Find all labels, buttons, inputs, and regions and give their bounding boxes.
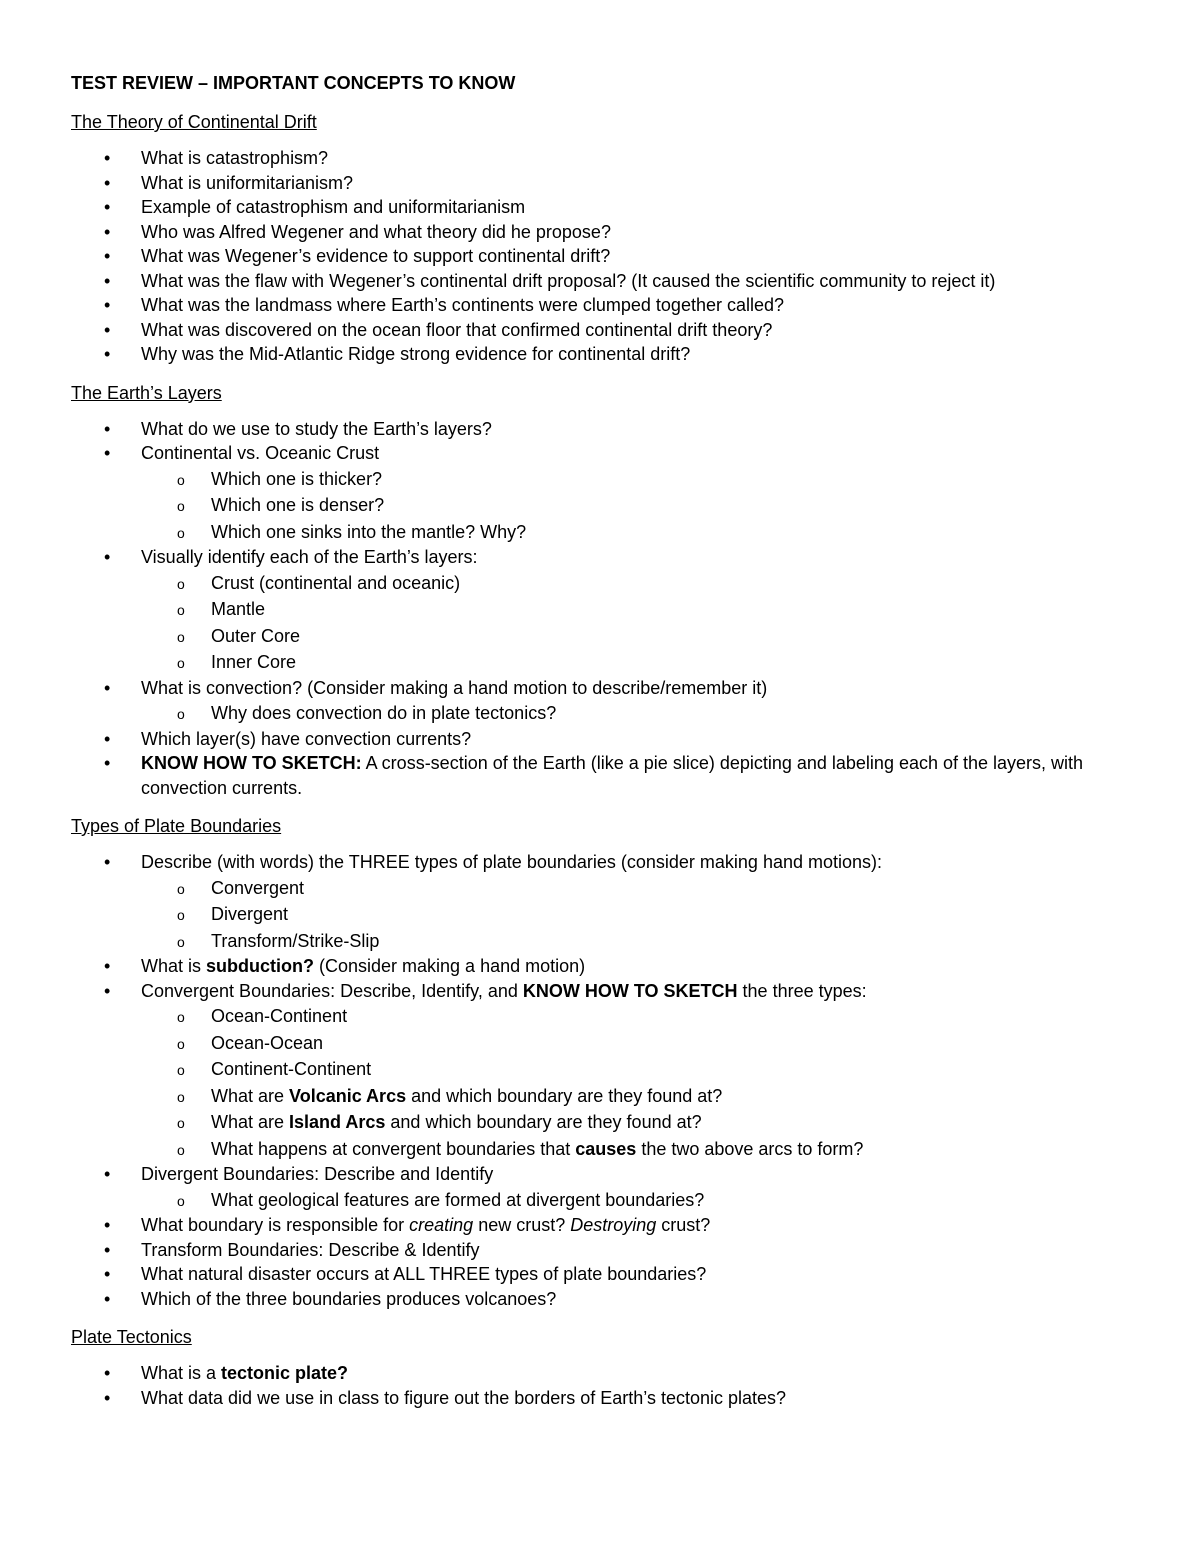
sub-list-item bbox=[71, 1003, 1151, 1030]
sub-bullet-icon: o bbox=[177, 880, 185, 897]
list-item bbox=[71, 954, 1151, 979]
item-text: What natural disaster occurs at ALL THREE types of plate boundaries? bbox=[141, 1264, 707, 1284]
item-text: Why does convection do in plate tectonics? bbox=[211, 703, 557, 723]
sub-list bbox=[141, 570, 1151, 676]
item-text: Mantle bbox=[211, 599, 266, 619]
bullet-icon: • bbox=[104, 980, 111, 1001]
list-item bbox=[71, 269, 1151, 294]
sub-list-item bbox=[71, 1056, 1151, 1083]
sub-list-item bbox=[71, 901, 1151, 928]
item-text: Which one is thicker? bbox=[211, 468, 383, 489]
sub-list-item bbox=[71, 570, 1151, 597]
list-item bbox=[71, 676, 1151, 727]
sub-bullet-icon: o bbox=[177, 602, 185, 618]
item-text: crust? bbox=[656, 1215, 711, 1235]
bullet-icon: • bbox=[104, 246, 111, 266]
list-item bbox=[71, 1386, 1151, 1411]
item-text: What do we use to study the Earth’s layers? bbox=[141, 418, 492, 439]
item-text: What was Wegener’s evidence to support continental drift? bbox=[141, 246, 611, 266]
item-text: Which one sinks into the mantle? Why? bbox=[211, 521, 527, 542]
sub-list-item bbox=[71, 700, 1151, 727]
sub-bullet-icon: o bbox=[177, 1009, 185, 1025]
sub-list-item bbox=[71, 623, 1151, 650]
item-text: Ocean-Continent bbox=[211, 1006, 348, 1026]
item-text-part: and which boundary are they found at? bbox=[406, 1085, 723, 1106]
bullet-icon: • bbox=[104, 270, 111, 291]
item-emphasis: causes bbox=[575, 1138, 637, 1159]
item-text: Visually identify each of the Earth’s layers: bbox=[141, 547, 478, 567]
section-plate-tectonics bbox=[71, 1325, 1151, 1410]
item-text: Inner Core bbox=[211, 652, 297, 672]
list-item bbox=[71, 751, 1151, 800]
item-text: Convergent Boundaries: Describe, Identify, and bbox=[141, 980, 523, 1001]
list-item bbox=[71, 146, 1151, 171]
sub-list-item bbox=[71, 466, 1151, 493]
sub-list-item bbox=[71, 1136, 1151, 1163]
bullet-icon: • bbox=[104, 677, 111, 698]
bullet-list bbox=[71, 850, 1151, 1311]
list-item bbox=[71, 195, 1151, 220]
item-emphasis: KNOW HOW TO SKETCH bbox=[522, 980, 738, 1001]
bullet-icon: • bbox=[104, 172, 111, 193]
item-text: Convergent bbox=[211, 877, 305, 898]
list-item bbox=[71, 727, 1151, 752]
sub-list bbox=[141, 700, 1151, 727]
sub-list bbox=[141, 1003, 1151, 1162]
sub-bullet-icon: o bbox=[177, 498, 185, 514]
bullet-icon: • bbox=[104, 197, 111, 217]
sub-list-item bbox=[71, 1109, 1151, 1136]
bullet-icon: • bbox=[104, 344, 111, 364]
bullet-icon: • bbox=[104, 547, 111, 567]
sub-bullet-icon: o bbox=[177, 471, 185, 488]
item-emphasis: Island Arcs bbox=[289, 1112, 386, 1132]
list-item bbox=[71, 1238, 1151, 1263]
bullet-list bbox=[71, 1361, 1151, 1410]
item-text-part: the two above arcs to form? bbox=[636, 1138, 864, 1159]
item-text: Divergent bbox=[211, 904, 289, 924]
item-text: Continental vs. Oceanic Crust bbox=[141, 443, 380, 463]
sub-list-item bbox=[71, 928, 1151, 955]
item-text: new crust? bbox=[473, 1215, 571, 1235]
bullet-list bbox=[71, 146, 1151, 367]
item-emphasis: KNOW HOW TO SKETCH: bbox=[141, 753, 362, 773]
sub-bullet-icon: o bbox=[177, 907, 185, 923]
sub-bullet-icon: o bbox=[177, 1035, 185, 1052]
list-item bbox=[71, 318, 1151, 343]
item-text: What was discovered on the ocean floor that confirmed continental drift theory? bbox=[141, 319, 773, 340]
item-text: (Consider making a hand motion) bbox=[314, 956, 586, 976]
sub-bullet-icon: o bbox=[177, 933, 185, 950]
bullet-icon: • bbox=[104, 1164, 111, 1184]
item-emphasis: Volcanic Arcs bbox=[289, 1085, 407, 1106]
sub-bullet-icon: o bbox=[177, 655, 185, 671]
sub-list bbox=[141, 1187, 1151, 1214]
list-item bbox=[71, 1361, 1151, 1386]
item-text: Which layer(s) have convection currents? bbox=[141, 728, 472, 749]
list-item bbox=[71, 850, 1151, 954]
item-text: What is catastrophism? bbox=[141, 148, 329, 168]
bullet-icon: • bbox=[104, 753, 111, 773]
item-text: Divergent Boundaries: Describe and Identify bbox=[141, 1164, 494, 1184]
list-item bbox=[71, 244, 1151, 269]
bullet-icon: • bbox=[104, 1387, 111, 1408]
bullet-icon: • bbox=[104, 443, 111, 463]
list-item bbox=[71, 979, 1151, 1163]
item-text: Which one is denser? bbox=[211, 495, 385, 515]
item-italic: Destroying bbox=[570, 1215, 657, 1235]
item-text: Describe (with words) the THREE types of plate boundaries (consider making hand motions): bbox=[141, 852, 883, 872]
bullet-icon: • bbox=[104, 1215, 111, 1235]
item-text: What is a bbox=[141, 1363, 222, 1383]
section-heading: Types of Plate Boundaries bbox=[71, 816, 282, 836]
item-text: What is uniformitarianism? bbox=[141, 172, 354, 193]
bullet-icon: • bbox=[104, 852, 111, 872]
item-text bbox=[141, 1136, 1151, 1163]
item-text: Ocean-Ocean bbox=[211, 1032, 324, 1053]
sub-list-item bbox=[71, 492, 1151, 519]
list-item bbox=[71, 220, 1151, 245]
list-item bbox=[71, 293, 1151, 318]
sub-bullet-icon: o bbox=[177, 1115, 185, 1131]
sub-bullet-icon: o bbox=[177, 1062, 185, 1078]
list-item bbox=[71, 545, 1151, 676]
bullet-icon: • bbox=[104, 221, 111, 242]
bullet-icon: • bbox=[104, 148, 111, 168]
item-text: What was the landmass where Earth’s continents were clumped together called? bbox=[141, 295, 785, 315]
sub-list bbox=[141, 466, 1151, 546]
list-item bbox=[71, 417, 1151, 442]
bullet-icon: • bbox=[104, 728, 111, 749]
list-item bbox=[71, 171, 1151, 196]
list-item bbox=[71, 342, 1151, 367]
document-title: TEST REVIEW – IMPORTANT CONCEPTS TO KNOW bbox=[71, 73, 516, 93]
bullet-icon: • bbox=[104, 1239, 111, 1260]
item-text bbox=[141, 1109, 1151, 1136]
sub-bullet-icon: o bbox=[177, 628, 185, 645]
item-text-part: What are bbox=[211, 1085, 290, 1106]
bullet-list bbox=[71, 417, 1151, 801]
item-text: Transform/Strike-Slip bbox=[211, 930, 380, 951]
item-emphasis: subduction? bbox=[206, 956, 314, 976]
section-earth-layers bbox=[71, 381, 1151, 801]
item-text: the three types: bbox=[737, 980, 867, 1001]
sub-bullet-icon: o bbox=[177, 1088, 185, 1105]
item-text: What data did we use in class to figure out the borders of Earth’s tectonic plates? bbox=[141, 1387, 787, 1408]
sub-list-item bbox=[71, 1083, 1151, 1110]
bullet-icon: • bbox=[104, 418, 111, 439]
sub-list-item bbox=[71, 519, 1151, 546]
item-text: What geological features are formed at divergent boundaries? bbox=[211, 1189, 705, 1210]
sub-list bbox=[141, 875, 1151, 955]
item-text: Crust (continental and oceanic) bbox=[211, 572, 461, 593]
item-text-part: and which boundary are they found at? bbox=[385, 1112, 702, 1132]
sub-list-item bbox=[71, 649, 1151, 676]
item-text: A cross-section of the Earth (like a pie slice) depicting and labeling each of the layers, with convection currents. bbox=[141, 753, 1084, 798]
document-page bbox=[71, 70, 1151, 1410]
bullet-icon: • bbox=[104, 1264, 111, 1284]
item-text: What is bbox=[141, 956, 207, 976]
item-text: Continent-Continent bbox=[211, 1059, 372, 1079]
sub-bullet-icon: o bbox=[177, 575, 185, 592]
section-heading: The Theory of Continental Drift bbox=[71, 112, 317, 132]
item-text: Which of the three boundaries produces volcanoes? bbox=[141, 1288, 557, 1309]
item-text: Example of catastrophism and uniformitarianism bbox=[141, 197, 526, 217]
bullet-icon: • bbox=[104, 1363, 111, 1383]
item-text: Why was the Mid-Atlantic Ridge strong evidence for continental drift? bbox=[141, 344, 691, 364]
section-continental-drift bbox=[71, 110, 1151, 367]
item-text-part: What happens at convergent boundaries that bbox=[211, 1138, 576, 1159]
sub-list-item bbox=[71, 1187, 1151, 1214]
sub-list-item bbox=[71, 1030, 1151, 1057]
sub-list-item bbox=[71, 596, 1151, 623]
sub-list-item bbox=[71, 875, 1151, 902]
sub-bullet-icon: o bbox=[177, 524, 185, 541]
section-heading: Plate Tectonics bbox=[71, 1327, 192, 1347]
bullet-icon: • bbox=[104, 319, 111, 340]
item-text: What was the flaw with Wegener’s continental drift proposal? (It caused the scientific community to reject it) bbox=[141, 270, 996, 291]
item-text: Outer Core bbox=[211, 625, 301, 646]
list-item bbox=[71, 441, 1151, 545]
item-text: Who was Alfred Wegener and what theory did he propose? bbox=[141, 221, 611, 242]
sub-bullet-icon: o bbox=[177, 1192, 185, 1209]
bullet-icon: • bbox=[104, 956, 111, 976]
sub-bullet-icon: o bbox=[177, 706, 185, 722]
item-text-part: What are bbox=[211, 1112, 290, 1132]
bullet-icon: • bbox=[104, 1288, 111, 1309]
item-italic: creating bbox=[409, 1215, 474, 1235]
bullet-icon: • bbox=[104, 295, 111, 315]
list-item bbox=[71, 1287, 1151, 1312]
item-text: Transform Boundaries: Describe & Identify bbox=[141, 1239, 480, 1260]
section-heading: The Earth’s Layers bbox=[71, 382, 222, 403]
sub-bullet-icon: o bbox=[177, 1141, 185, 1158]
item-text bbox=[141, 1083, 1151, 1110]
list-item bbox=[71, 1213, 1151, 1238]
list-item bbox=[71, 1262, 1151, 1287]
item-emphasis: tectonic plate? bbox=[221, 1363, 349, 1383]
section-plate-boundaries bbox=[71, 814, 1151, 1311]
item-text: What is convection? (Consider making a hand motion to describe/remember it) bbox=[141, 677, 768, 698]
list-item bbox=[71, 1162, 1151, 1213]
item-text: What boundary is responsible for bbox=[141, 1215, 410, 1235]
